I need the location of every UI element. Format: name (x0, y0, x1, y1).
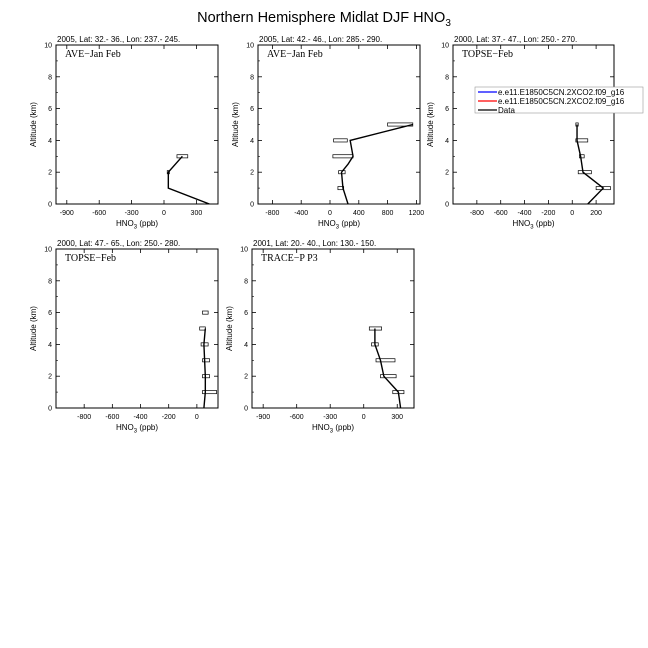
y-tick-label: 4 (445, 137, 449, 145)
y-axis-label: Altitude (km) (225, 306, 234, 351)
y-tick-label: 0 (48, 405, 52, 413)
x-tick-label: 400 (352, 210, 365, 217)
x-tick-label: 300 (391, 414, 404, 421)
x-tick-label: -600 (493, 210, 508, 217)
x-tick-label: 800 (381, 210, 394, 217)
y-tick-label: 2 (250, 169, 254, 177)
y-tick-label: 2 (445, 169, 449, 177)
x-tick-label: -600 (289, 414, 304, 421)
x-tick-label: 0 (162, 210, 166, 217)
y-tick-label: 8 (48, 74, 52, 82)
x-tick-label: -900 (256, 414, 271, 421)
panel-header: 2005, Lat: 32.- 36., Lon: 237.- 245. (57, 35, 181, 44)
x-tick-label: 300 (190, 210, 203, 217)
x-axis-label-unit: (ppb) (333, 423, 355, 432)
x-tick-label: -400 (133, 414, 148, 421)
x-axis-label-unit: (ppb) (137, 423, 159, 432)
legend-entry: e.e11.E1850C5CN.2XCO2.f09_g16 (498, 97, 625, 106)
x-tick-label: -800 (77, 414, 92, 421)
y-tick-label: 8 (445, 74, 449, 82)
x-axis-label-unit: (ppb) (339, 219, 361, 228)
legend-entry: e.e11.E1850C5CN.2XCO2.f09_g16 (498, 88, 625, 97)
panel-header: 2000, Lat: 47.- 65., Lon: 250.- 280. (57, 239, 181, 248)
x-tick-label: 0 (361, 414, 366, 421)
y-tick-label: 6 (48, 310, 52, 318)
x-tick-label: -300 (124, 210, 139, 217)
y-axis-label: Altitude (km) (29, 102, 38, 147)
x-axis-label-text: HNO (512, 219, 531, 228)
x-tick-label: -800 (265, 210, 280, 217)
y-tick-label: 2 (48, 373, 52, 381)
panel-label: TOPSE−Feb (462, 49, 514, 60)
x-tick-label: 0 (570, 210, 575, 217)
y-tick-label: 2 (244, 373, 248, 381)
y-axis-label: Altitude (km) (426, 102, 435, 147)
y-tick-label: 8 (48, 278, 52, 286)
y-tick-label: 4 (48, 341, 52, 349)
y-axis-label: Altitude (km) (29, 306, 38, 351)
x-tick-label: -200 (541, 210, 556, 217)
x-axis-label-subscript: 3 (133, 428, 138, 435)
x-axis-label-unit: (ppb) (137, 219, 159, 228)
y-tick-label: 6 (445, 106, 449, 114)
y-tick-label: 8 (250, 74, 254, 82)
x-tick-label: -600 (105, 414, 120, 421)
y-tick-label: 10 (240, 246, 248, 254)
panel-label: AVE−Jan Feb (65, 49, 121, 60)
x-axis-label-subscript: 3 (335, 224, 340, 231)
y-tick-label: 0 (250, 201, 254, 209)
x-tick-label: 1200 (408, 210, 425, 217)
y-tick-label: 4 (250, 137, 254, 145)
x-tick-label: -900 (59, 210, 74, 217)
panel-label: TOPSE−Feb (65, 253, 117, 264)
y-tick-label: 2 (48, 169, 52, 177)
y-tick-label: 0 (48, 201, 52, 209)
y-tick-label: 4 (48, 137, 52, 145)
x-tick-label: -400 (517, 210, 532, 217)
figure-title-text: Northern Hemisphere Midlat DJF HNO (197, 10, 446, 26)
legend-entry: Data (498, 106, 515, 115)
x-tick-label: -300 (323, 414, 338, 421)
figure-title-subscript: 3 (445, 18, 451, 29)
x-axis-label-text: HNO (115, 219, 134, 228)
y-tick-label: 4 (244, 341, 248, 349)
x-axis-label-subscript: 3 (329, 428, 334, 435)
x-axis-label-subscript: 3 (133, 224, 138, 231)
x-axis-label-subscript: 3 (530, 224, 534, 231)
x-tick-label: -600 (92, 210, 107, 217)
y-tick-label: 6 (250, 106, 254, 114)
x-axis-label-text: HNO (317, 219, 336, 228)
x-tick-label: 200 (590, 210, 602, 217)
panel-header: 2000, Lat: 37.- 47., Lon: 250.- 270. (454, 35, 578, 44)
x-axis-label-text: HNO (311, 423, 330, 432)
panel-label: TRACE−P P3 (261, 253, 318, 264)
x-axis-label-unit: (ppb) (533, 219, 555, 228)
x-tick-label: -400 (294, 210, 309, 217)
legend (475, 87, 643, 115)
x-tick-label: -800 (469, 210, 484, 217)
x-axis-label-text: HNO (115, 423, 134, 432)
panel-header: 2001, Lat: 20.- 40., Lon: 130.- 150. (253, 239, 377, 248)
y-tick-label: 6 (48, 106, 52, 114)
panel-header: 2005, Lat: 42.- 46., Lon: 285.- 290. (259, 35, 383, 44)
y-tick-label: 10 (246, 42, 254, 50)
y-tick-label: 0 (244, 405, 248, 413)
y-tick-label: 0 (445, 201, 449, 209)
y-axis-label: Altitude (km) (231, 102, 240, 147)
y-tick-label: 6 (244, 310, 248, 318)
y-tick-label: 10 (44, 246, 52, 254)
y-tick-label: 8 (244, 278, 248, 286)
y-tick-label: 10 (44, 42, 52, 50)
y-tick-label: 10 (441, 42, 449, 50)
x-tick-label: 0 (328, 210, 332, 217)
panel-label: AVE−Jan Feb (267, 49, 323, 60)
x-tick-label: 0 (194, 414, 199, 421)
x-tick-label: -200 (161, 414, 176, 421)
